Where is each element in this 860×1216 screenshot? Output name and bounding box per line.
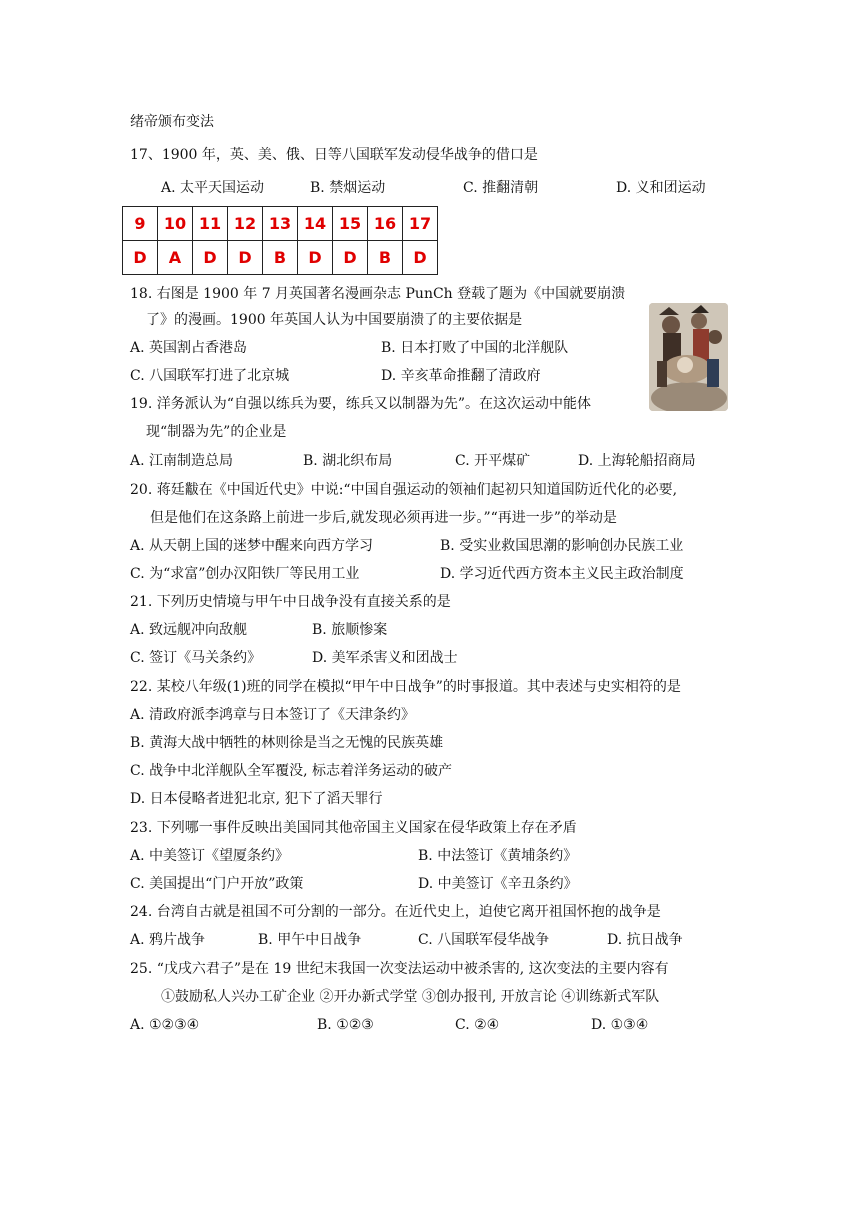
answer-letter: A <box>158 241 193 275</box>
answer-number: 13 <box>263 207 298 241</box>
q22-option-b: B. 黄海大战中牺牲的林则徐是当之无愧的民族英雄 <box>130 735 444 751</box>
question-21-stem: 21. 下列历史情境与甲午中日战争没有直接关系的是 <box>130 594 451 610</box>
answer-letter: D <box>298 241 333 275</box>
q18-option-c: C. 八国联军打进了北京城 <box>130 368 290 384</box>
q22-option-d: D. 日本侵略者进犯北京, 犯下了滔天罪行 <box>130 791 383 807</box>
q19-option-c: C. 开平煤矿 <box>455 453 531 469</box>
q17-option-a: A. 太平天国运动 <box>161 180 265 196</box>
q17-option-c: C. 推翻清朝 <box>463 180 539 196</box>
answer-number: 11 <box>193 207 228 241</box>
answer-number: 15 <box>333 207 368 241</box>
question-20-stem-cont: 但是他们在这条路上前进一步后,就发现必须再进一步。”“再进一步”的举动是 <box>150 510 617 526</box>
answer-number: 9 <box>123 207 158 241</box>
q20-option-d: D. 学习近代西方资本主义民主政治制度 <box>440 566 684 582</box>
q18-option-d: D. 辛亥革命推翻了清政府 <box>381 368 541 384</box>
q20-option-b: B. 受实业救国思潮的影响创办民族工业 <box>440 538 684 554</box>
answer-number: 16 <box>368 207 403 241</box>
answer-table-number-row <box>123 207 438 241</box>
answer-table <box>122 206 438 275</box>
q17-option-b: B. 禁烟运动 <box>310 180 386 196</box>
answer-number: 17 <box>403 207 438 241</box>
question-23-stem: 23. 下列哪一事件反映出美国同其他帝国主义国家在侵华政策上存在矛盾 <box>130 820 577 836</box>
q25-option-a: A. ①②③④ <box>130 1017 200 1033</box>
question-25-items: ①鼓励私人兴办工矿企业 ②开办新式学堂 ③创办报刊, 开放言论 ④训练新式军队 <box>161 989 660 1005</box>
q19-option-b: B. 湖北织布局 <box>303 453 393 469</box>
question-17-stem: 17、1900 年，英、美、俄、日等八国联军发动侵华战争的借口是 <box>130 147 538 163</box>
q18-option-a: A. 英国割占香港岛 <box>130 340 248 356</box>
answer-letter: D <box>403 241 438 275</box>
q20-option-c: C. 为“求富”创办汉阳铁厂等民用工业 <box>130 566 360 582</box>
q24-option-c: C. 八国联军侵华战争 <box>418 932 550 948</box>
q25-option-b: B. ①②③ <box>317 1017 374 1033</box>
question-25-stem: 25. “戊戌六君子”是在 19 世纪末我国一次变法运动中被杀害的, 这次变法的主要内容有 <box>130 961 669 977</box>
q25-option-c: C. ②④ <box>455 1017 500 1033</box>
q20-option-a: A. 从天朝上国的迷梦中醒来向西方学习 <box>130 538 374 554</box>
q19-option-d: D. 上海轮船招商局 <box>578 453 696 469</box>
answer-letter: D <box>123 241 158 275</box>
question-22-stem: 22. 某校八年级(1)班的同学在模拟“甲午中日战争”的时事报道。其中表述与史实相符的是 <box>130 679 681 695</box>
answer-letter: D <box>333 241 368 275</box>
question-18-stem-cont: 了》的漫画。1900 年英国人认为中国要崩溃了的主要依据是 <box>146 312 523 328</box>
answer-letter: D <box>228 241 263 275</box>
q21-option-d: D. 美军杀害义和团战士 <box>312 650 458 666</box>
q23-option-d: D. 中美签订《辛丑条约》 <box>418 876 578 892</box>
q17-option-d: D. 义和团运动 <box>616 180 706 196</box>
q23-option-c: C. 美国提出“门户开放”政策 <box>130 876 304 892</box>
q24-option-b: B. 甲午中日战争 <box>258 932 362 948</box>
question-19-stem-cont: 现“制器为先”的企业是 <box>146 424 287 440</box>
q24-option-d: D. 抗日战争 <box>607 932 683 948</box>
continued-text: 绪帝颁布变法 <box>130 114 214 130</box>
question-24-stem: 24. 台湾自古就是祖国不可分割的一部分。在近代史上，迫使它离开祖国怀抱的战争是 <box>130 904 661 920</box>
question-18-stem: 18. 右图是 1900 年 7 月英国著名漫画杂志 PunCh 登载了题为《中国就要崩溃 <box>130 286 626 302</box>
q22-option-c: C. 战争中北洋舰队全军覆没, 标志着洋务运动的破产 <box>130 763 453 779</box>
q24-option-a: A. 鸦片战争 <box>130 932 206 948</box>
q19-option-a: A. 江南制造总局 <box>130 453 234 469</box>
answer-letter: D <box>193 241 228 275</box>
q21-option-a: A. 致远舰冲向敌舰 <box>130 622 248 638</box>
q21-option-b: B. 旅顺惨案 <box>312 622 388 638</box>
answer-table-answer-row <box>123 241 438 275</box>
answer-number: 12 <box>228 207 263 241</box>
question-20-stem: 20. 蒋廷黻在《中国近代史》中说:“中国自强运动的领袖们起初只知道国防近代化的必要, <box>130 482 678 498</box>
punch-cartoon-image <box>649 303 728 411</box>
answer-number: 14 <box>298 207 333 241</box>
q23-option-a: A. 中美签订《望厦条约》 <box>130 848 290 864</box>
answer-number: 10 <box>158 207 193 241</box>
q23-option-b: B. 中法签订《黄埔条约》 <box>418 848 578 864</box>
q22-option-a: A. 清政府派李鸿章与日本签订了《天津条约》 <box>130 707 416 723</box>
answer-letter: B <box>263 241 298 275</box>
q21-option-c: C. 签订《马关条约》 <box>130 650 262 666</box>
q25-option-d: D. ①③④ <box>591 1017 649 1033</box>
question-19-stem: 19. 洋务派认为“自强以练兵为要，练兵又以制器为先”。在这次运动中能体 <box>130 396 592 412</box>
answer-letter: B <box>368 241 403 275</box>
q18-option-b: B. 日本打败了中国的北洋舰队 <box>381 340 569 356</box>
